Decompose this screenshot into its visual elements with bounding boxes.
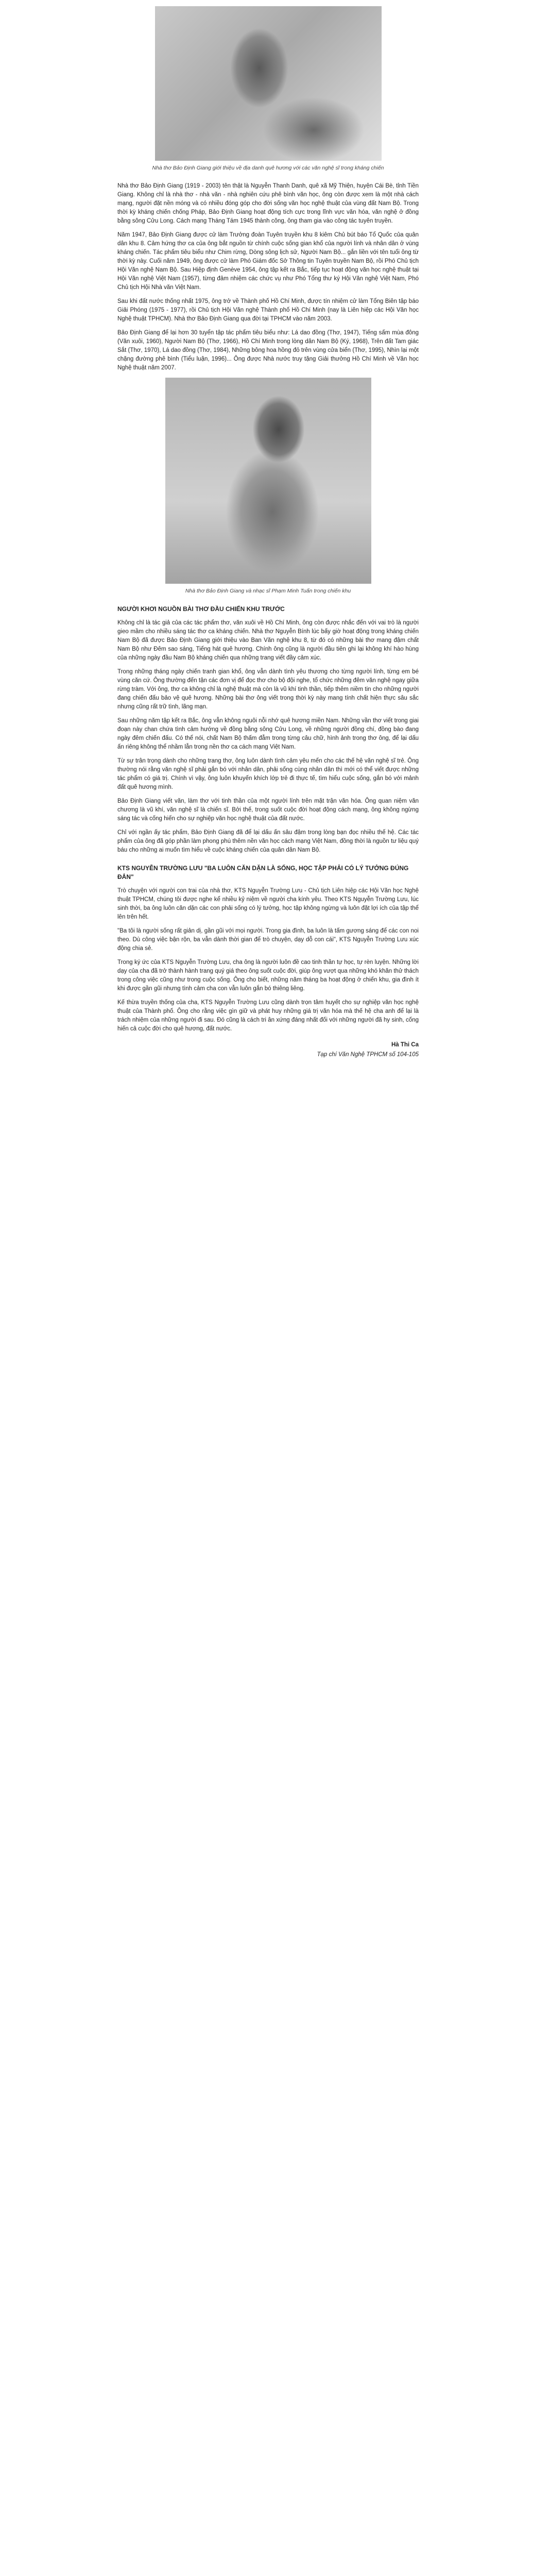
- article-author: Hà Thi Ca: [391, 1042, 419, 1048]
- intro-paragraph-2: Năm 1947, Bảo Định Giang được cử làm Trưởng đoàn Tuyên truyền khu 8 kiêm Chủ bút báo Tổ Quốc của quân dân khu 8. Cảm hứng thơ ca của ông bắt nguồn từ chính cuộc sống gian khổ của người lính và nhân dân ở vùng kháng chiến. Tác phẩm tiêu biểu như Chim rừng, Dòng sông lịch sử, Người Nam Bộ... gắn liền với tên tuổi ông từ thời kỳ này. Cuối năm 1949, ông được cử làm Phó Giám đốc Sở Thông tin Tuyên truyền Nam Bộ, rồi Phó Chủ tịch Hội Văn nghệ Nam Bộ. Sau Hiệp định Genève 1954, ông tập kết ra Bắc, tiếp tục hoạt động văn học nghệ thuật tại Hội Văn nghệ Việt Nam (1957), từng đảm nhiệm các chức vụ như Phó Tổng thư ký Hội Văn nghệ Việt Nam, Phó Chủ tịch Hội Nhà văn Việt Nam.: [117, 232, 419, 291]
- photo-image: [165, 378, 371, 584]
- section-1-paragraph: Chỉ với ngần ấy tác phẩm, Bảo Định Giang đã để lại dấu ấn sâu đậm trong lòng bạn đọc nhiều thế hệ. Các tác phẩm của ông đã góp phần làm phong phú thêm nền văn học cách mạng Việt Nam, đồng thời là nguồn tư liệu quý báu cho những ai muốn tìm hiểu về cuộc kháng chiến của quân dân Nam Bộ.: [117, 829, 419, 853]
- section-1-paragraph: Không chỉ là tác giả của các tác phẩm thơ, văn xuôi về Hồ Chí Minh, ông còn được nhắc đến với vai trò là người gieo mầm cho nhiều sáng tác thơ ca kháng chiến. Nhà thơ Nguyễn Bính lúc bấy giờ hoạt động trong kháng chiến Nam Bộ đã được Bảo Định Giang giới thiệu vào Ban Văn nghệ khu 8, từ đó có những bài thơ mang đậm chất Nam Bộ như Đêm sao sáng, Tiếng hát quê hương. Chính ông cũng là người đầu tiên ghi lại không khí hào hùng của những ngày đầu Nam Bộ kháng chiến qua những trang viết đầy cảm xúc.: [117, 620, 419, 661]
- section-1-paragraph: Từ sự trân trọng dành cho những trang thơ, ông luôn dành tình cảm yêu mến cho các thế hệ văn nghệ sĩ trẻ. Ông thường nói rằng văn nghệ sĩ phải gắn bó với nhân dân, phải sống cùng nhân dân thì mới có thể viết được những tác phẩm có giá trị. Chính vì vậy, ông luôn khuyến khích lớp trẻ đi thực tế, tìm hiểu cuộc sống, gắn bó với mảnh đất quê hương mình.: [117, 758, 419, 790]
- section-2-title: KTS NGUYỄN TRƯỜNG LƯU "BA LUÔN CĂN DẶN LÀ SỐNG, HỌC TẬP PHẢI CÓ LÝ TƯỞNG ĐÚNG ĐẮN": [117, 865, 409, 880]
- photo-2-caption: Nhà thơ Bảo Định Giang và nhạc sĩ Phạm Minh Tuấn trong chiến khu: [185, 588, 351, 594]
- article-source: Tạp chí Văn Nghệ TPHCM số 104-105: [317, 1052, 419, 1058]
- section-1-paragraph: Sau những năm tập kết ra Bắc, ông vẫn không nguôi nỗi nhớ quê hương miền Nam. Những vần thơ viết trong giai đoạn này chan chứa tình cảm hướng về đồng bằng sông Cửu Long, về những người đồng chí, đồng bào đang ngày đêm chiến đấu. Có thể nói, chất Nam Bộ thấm đẫm trong từng câu chữ, hình ảnh trong thơ ông, để lại dấu ấn riêng không thể nhầm lẫn trong nền thơ ca cách mạng Việt Nam.: [117, 718, 419, 750]
- article-photo-2: [165, 378, 371, 584]
- section-1-title: NGƯỜI KHƠI NGUỒN BÀI THƠ ĐẦU CHIẾN KHU TRƯỚC: [117, 605, 285, 613]
- intro-paragraph-1: Nhà thơ Bảo Định Giang (1919 - 2003) tên thật là Nguyễn Thanh Danh, quê xã Mỹ Thiện, huyện Cái Bè, tỉnh Tiền Giang. Không chỉ là nhà thơ - nhà văn - nhà nghiên cứu phê bình văn học, ông còn được xem là một nhà cách mạng, người đặt nền móng và có nhiều đóng góp cho đời sống văn học nghệ thuật của vùng đất Nam Bộ. Trong thời kỳ kháng chiến chống Pháp, Bảo Định Giang hoạt động tích cực trong lĩnh vực văn hóa, văn nghệ ở đồng bằng sông Cửu Long. Cách mạng Tháng Tám 1945 thành công, ông tham gia vào công tác tuyên truyền.: [117, 183, 419, 224]
- section-2-paragraph: "Ba tôi là người sống rất giản dị, gần gũi với mọi người. Trong gia đình, ba luôn là tấm gương sáng để các con noi theo. Dù công việc bận rộn, ba vẫn dành thời gian để trò chuyện, dạy dỗ con cái", KTS Nguyễn Trường Lưu xúc động chia sẻ.: [117, 928, 419, 952]
- section-2-paragraph: Trong ký ức của KTS Nguyễn Trường Lưu, cha ông là người luôn đề cao tinh thần tự học, tự rèn luyện. Những lời dạy của cha đã trở thành hành trang quý giá theo ông suốt cuộc đời, giúp ông vượt qua những khó khăn thử thách trong công việc cũng như trong cuộc sống. Ông cho biết, những năm tháng ba hoạt động ở chiến khu, gia đình ít khi được gần gũi nhưng tình cảm cha con vẫn luôn gắn bó thiêng liêng.: [117, 959, 419, 992]
- intro-paragraph-3: Sau khi đất nước thống nhất 1975, ông trở về Thành phố Hồ Chí Minh, được tín nhiệm cử làm Tổng Biên tập báo Giải Phóng (1975 - 1977), rồi Chủ tịch Hội Văn nghệ Thành phố Hồ Chí Minh (nay là Liên hiệp các Hội Văn học Nghệ thuật TPHCM). Nhà thơ Bảo Định Giang qua đời tại TPHCM vào năm 2003.: [117, 298, 419, 322]
- section-1-paragraph: Bảo Định Giang viết văn, làm thơ với tinh thần của một người lính trên mặt trận văn hóa. Ông quan niệm văn chương là vũ khí, văn nghệ sĩ là chiến sĩ. Bởi thế, trong suốt cuộc đời hoạt động cách mạng, ông không ngừng sáng tác và cống hiến cho sự nghiệp văn học nghệ thuật của đất nước.: [117, 798, 419, 822]
- section-1-paragraph: Trong những tháng ngày chiến tranh gian khổ, ông vẫn dành tình yêu thương cho từng người lính, từng em bé vùng căn cứ. Ông thường đến tận các đơn vị để đọc thơ cho bộ đội nghe, tổ chức những đêm văn nghệ ngay giữa rừng tràm. Với ông, thơ ca không chỉ là nghệ thuật mà còn là vũ khí tinh thần, tiếp thêm niềm tin cho những người đang chiến đấu bảo vệ quê hương. Những bài thơ ông viết trong thời kỳ này mang tính chất hiện thực sâu sắc nhưng cũng rất trữ tình, lãng mạn.: [117, 669, 419, 710]
- section-2-paragraph: Kế thừa truyền thống của cha, KTS Nguyễn Trường Lưu cũng dành trọn tâm huyết cho sự nghiệp văn học nghệ thuật của Thành phố. Ông cho rằng việc gìn giữ và phát huy những giá trị văn hóa mà thế hệ cha anh để lại là trách nhiệm của những người đi sau. Đó cũng là cách tri ân xứng đáng nhất đối với những người đã hy sinh, cống hiến cả cuộc đời cho quê hương, đất nước.: [117, 999, 419, 1032]
- intro-paragraph-4: Bảo Định Giang để lại hơn 30 tuyển tập tác phẩm tiêu biểu như: Lá dao đồng (Thơ, 1947), Tiếng sấm mùa đông (Văn xuôi, 1960), Người Nam Bộ (Thơ, 1966), Hồ Chí Minh trong lòng dân Nam Bộ (Ký, 1968), Trên đất Tam giác Sắt (Thơ, 1970), Lá dao đồng (Thơ, 1984), Những bông hoa hồng đỏ trên vùng cửa biển (Thơ, 1995), Nhìn lại một chặng đường phê bình (Tiểu luận, 1996)... Ông được Nhà nước truy tặng Giải thưởng Hồ Chí Minh về Văn học Nghệ thuật năm 2007.: [117, 330, 419, 371]
- photo-image: [155, 6, 382, 161]
- article-photo-1: [155, 6, 382, 161]
- article: [117, 0, 419, 1064]
- photo-1-caption: Nhà thơ Bảo Định Giang giới thiệu về địa danh quê hương với các văn nghệ sĩ trong kháng chiến: [152, 165, 384, 171]
- section-2-paragraph: Trò chuyện với người con trai của nhà thơ, KTS Nguyễn Trường Lưu - Chủ tịch Liên hiệp các Hội Văn học Nghệ thuật TPHCM, chúng tôi được nghe kể nhiều kỷ niệm về người cha kính yêu. Theo KTS Nguyễn Trường Lưu, lúc sinh thời, ba ông luôn căn dặn các con phải sống có lý tưởng, học tập không ngừng và luôn đặt lợi ích của tập thể lên trên hết.: [117, 888, 419, 920]
